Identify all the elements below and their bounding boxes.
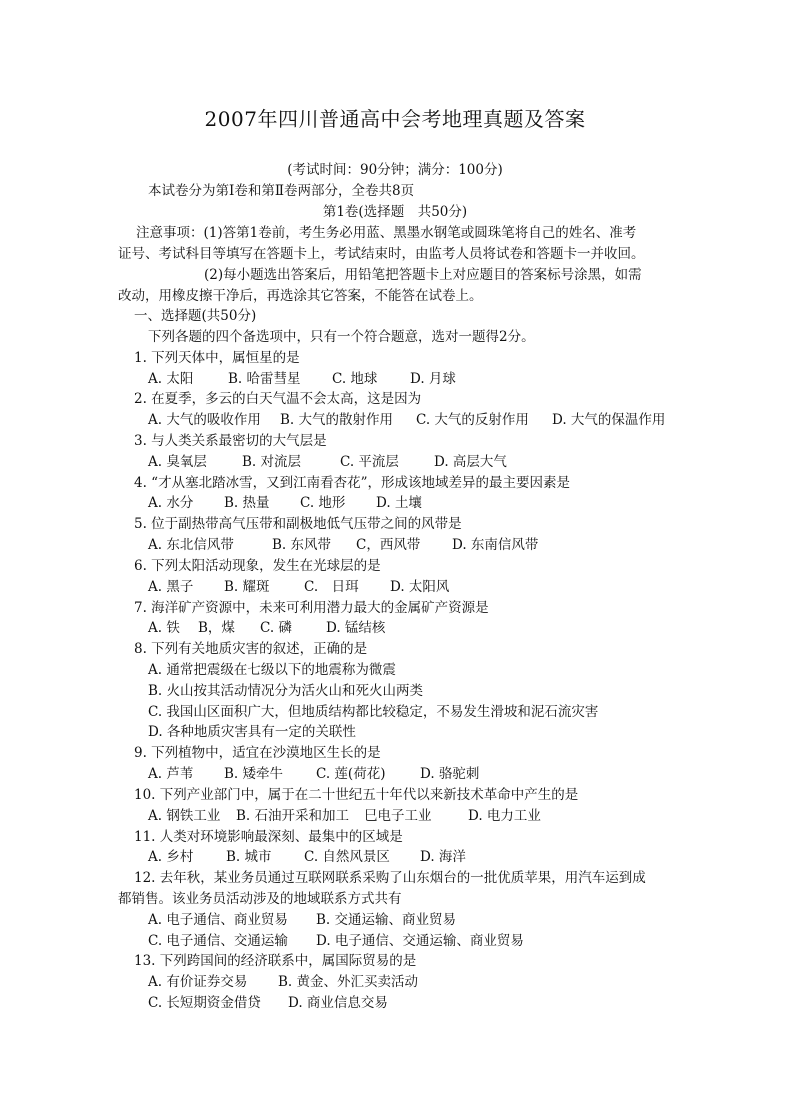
option-a: A. 钢铁工业 — [148, 808, 221, 824]
question-stem: 13. 下列跨国间的经济联系中，属国际贸易的是 — [134, 953, 417, 969]
notes-line-4: 改动，用橡皮擦干净后，再选涂其它答案，不能答在试卷上。 — [118, 288, 483, 304]
question-options — [148, 535, 538, 555]
question-stem: 2. 在夏季，多云的白天气温不会太高，这是因为 — [134, 391, 422, 407]
option-b: B. 对流层 — [242, 454, 302, 470]
option-d: D. 土壤 — [376, 495, 422, 511]
part1-heading: 第1卷(选择题 共50分) — [322, 204, 468, 220]
option-d: D. 东南信风带 — [452, 537, 539, 553]
option-b: B. 火山按其活动情况分为活火山和死火山两类 — [148, 683, 424, 699]
option-b: B. 热量 — [224, 495, 270, 511]
option-b: B. 石油开采和加工 — [236, 808, 350, 824]
option-b: B. 城市 — [226, 849, 272, 865]
question-options — [148, 806, 541, 826]
option-a: A. 有价证券交易 — [148, 974, 248, 990]
option-a: A. 通常把震级在七级以下的地震称为微震 — [148, 662, 396, 678]
question-stem-continued: 都销售。该业务员活动涉及的地域联系方式共有 — [118, 891, 402, 907]
document-title: 2007年四川普通高中会考地理真题及答案 — [204, 107, 586, 131]
option-b: B. 大气的散射作用 — [280, 412, 394, 428]
option-a: A. 水分 — [148, 495, 194, 511]
question-stem: 6. 下列太阳活动现象，发生在光球层的是 — [134, 558, 381, 574]
question-options — [148, 972, 418, 992]
question-options — [148, 931, 524, 951]
option-c: C. 平流层 — [340, 454, 399, 470]
question-stem: 9. 下列植物中，适宜在沙漠地区生长的是 — [134, 745, 381, 761]
option-a: A. 乡村 — [148, 849, 194, 865]
question-options — [148, 910, 456, 930]
option-b: B. 矮牵牛 — [224, 766, 284, 782]
question-options — [148, 847, 466, 867]
option-c: C. 我国山区面积广大，但地质结构都比较稳定，不易发生滑坡和泥石流灾害 — [148, 704, 599, 720]
option-c: 巳电子工业 — [364, 808, 432, 824]
option-a: A. 东北信风带 — [148, 537, 234, 553]
option-c: C. 长短期资金借贷 — [148, 995, 261, 1011]
option-d: D. 骆驼刺 — [420, 766, 480, 782]
option-c: C. 地形 — [300, 495, 346, 511]
intro-text: 本试卷分为第Ⅰ卷和第Ⅱ卷两部分，全卷共8页 — [148, 183, 415, 199]
question-options — [148, 577, 449, 597]
option-b: B. 交通运输、商业贸易 — [316, 912, 457, 928]
option-d: D. 大气的保温作用 — [552, 412, 666, 428]
question-options — [148, 493, 422, 513]
option-a: A. 铁 — [148, 620, 180, 636]
option-d: D. 月球 — [410, 371, 456, 387]
option-a: A. 太阳 — [148, 371, 194, 387]
option-d: D. 电子通信、交通运输、商业贸易 — [316, 933, 524, 949]
question-stem: 5. 位于副热带高气压带和副极地低气压带之间的风带是 — [134, 516, 462, 532]
section-heading: 一、选择题(共50分) — [134, 308, 257, 324]
option-c: C. 自然风景区 — [304, 849, 390, 865]
question-stem: 12. 去年秋，某业务员通过互联网联系采购了山东烟台的一批优质苹果，用汽车运到成 — [134, 870, 646, 886]
question-stem: 1. 下列天体中，属恒星的是 — [134, 350, 300, 366]
option-a: A. 大气的吸收作用 — [148, 412, 261, 428]
option-b: B. 东风带 — [272, 537, 332, 553]
option-b: B. 黄金、外汇买卖活动 — [278, 974, 419, 990]
option-d: D. 锰结核 — [326, 620, 386, 636]
option-c: C. 大气的反射作用 — [416, 412, 529, 428]
option-d: D. 各种地质灾害具有一定的关联性 — [148, 724, 356, 740]
option-a: A. 芦苇 — [148, 766, 194, 782]
exam-info: (考试时间：90分钟；满分：100分) — [287, 162, 503, 178]
question-stem: 10. 下列产业部门中，属于在二十世纪五十年代以来新技术革命中产生的是 — [134, 787, 579, 803]
notes-line-1: 注意事项：(1)答第1卷前，考生务必用蓝、黑墨水钢笔或圆珠笔将自己的姓名、准考 — [136, 225, 637, 241]
question-options — [148, 369, 456, 389]
option-a: A. 黑子 — [148, 579, 194, 595]
option-d: D. 太阳风 — [390, 579, 450, 595]
question-options — [148, 452, 507, 472]
question-stem: 8. 下列有关地质灾害的叙述，正确的是 — [134, 641, 368, 657]
option-a: A. 臭氧层 — [148, 454, 207, 470]
question-stem: 3. 与人类关系最密切的大气层是 — [134, 433, 327, 449]
question-stem: 4. “才从塞北踏冰雪，又到江南看杏花”，形成该地域差异的最主要因素是 — [134, 475, 570, 491]
option-d: D. 海洋 — [420, 849, 466, 865]
option-b: B. 耀斑 — [224, 579, 270, 595]
option-c: C. 磷 — [260, 620, 292, 636]
option-c: C. 电子通信、交通运输 — [148, 933, 288, 949]
option-b: B，煤 — [198, 620, 235, 636]
question-stem: 7. 海洋矿产资源中，未来可利用潜力最大的金属矿产资源是 — [134, 600, 489, 616]
notes-line-3: (2)每小题选出答案后，用铅笔把答题卡上对应题目的答案标号涂黑，如需 — [204, 267, 642, 283]
notes-line-2: 证号、考试科目等填写在答题卡上，考试结束时，由监考人员将试卷和答题卡一并收回。 — [118, 246, 645, 262]
question-stem: 11. 人类对环境影响最深刻、最集中的区域是 — [134, 829, 403, 845]
option-c: C，西风带 — [356, 537, 421, 553]
option-d: D. 商业信息交易 — [288, 995, 388, 1011]
question-options — [148, 410, 665, 430]
option-c: C. 日珥 — [304, 579, 359, 595]
option-d: D. 高层大气 — [434, 454, 507, 470]
option-a: A. 电子通信、商业贸易 — [148, 912, 288, 928]
option-c: C. 莲(荷花) — [316, 766, 386, 782]
question-options — [148, 993, 388, 1013]
option-d: D. 电力工业 — [468, 808, 541, 824]
option-b: B. 哈雷彗星 — [228, 371, 301, 387]
section-instruction: 下列各题的四个备选项中，只有一个符合题意，选对一题得2分。 — [148, 329, 535, 345]
option-c: C. 地球 — [332, 371, 378, 387]
question-options — [148, 618, 385, 638]
question-options — [148, 764, 479, 784]
